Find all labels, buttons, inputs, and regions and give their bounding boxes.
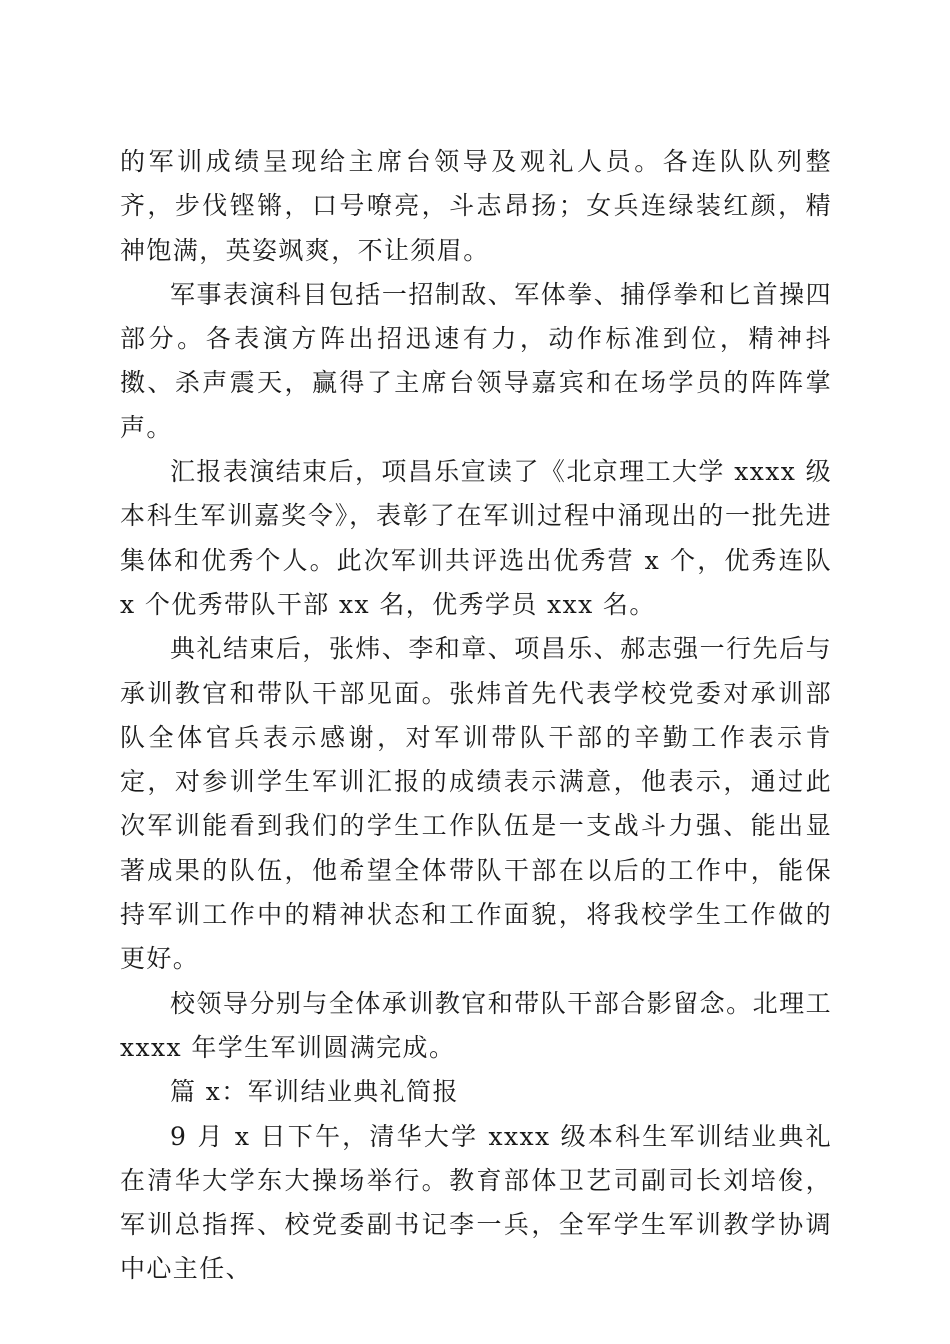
paragraph-4: 典礼结束后，张炜、李和章、项昌乐、郝志强一行先后与承训教官和带队干部见面。张炜首先代表学校党委对承训部队全体官兵表示感谢，对军训带队干部的辛勤工作表示肯定，对参训学生军训汇报的成绩表示满意，他表示，通过此次军训能看到我们的学生工作队伍是一支战斗力强、能出显著成果的队伍，他希望全体带队干部在以后的工作中，能保持军训工作中的精神状态和工作面貌，将我校学生工作做的更好。 — [120, 634, 832, 974]
paragraph-7: 9 月 x 日下午，清华大学 xxxx 级本科生军训结业典礼在清华大学东大操场举行。教育部体卫艺司副司长刘培俊，军训总指挥、校党委副书记李一兵，全军学生军训教学协调中心主任、 — [120, 1121, 832, 1284]
paragraph-2: 军事表演科目包括一招制敌、军体拳、捕俘拳和匕首操四部分。各表演方阵出招迅速有力，动作标准到位，精神抖擞、杀声震天，赢得了主席台领导嘉宾和在场学员的阵阵掌声。 — [120, 279, 832, 442]
paragraph-3: 汇报表演结束后，项昌乐宣读了《北京理工大学 xxxx 级本科生军训嘉奖令》，表彰了在军训过程中涌现出的一批先进集体和优秀个人。此次军训共评选出优秀营 x 个，优秀连队 x 个优秀带队干部 xx 名，优秀学员 xxx 名。 — [120, 457, 832, 619]
paragraph-1: 的军训成绩呈现给主席台领导及观礼人员。各连队队列整齐，步伐铿锵，口号嘹亮，斗志昂扬；女兵连绿装红颜，精神饱满，英姿飒爽，不让须眉。 — [120, 147, 832, 265]
section-heading: 篇 x：军训结业典礼简报 — [170, 1077, 459, 1107]
document-body — [120, 140, 832, 1292]
paragraph-5: 校领导分别与全体承训教官和带队干部合影留念。北理工 xxxx 年学生军训圆满完成。 — [120, 988, 832, 1062]
